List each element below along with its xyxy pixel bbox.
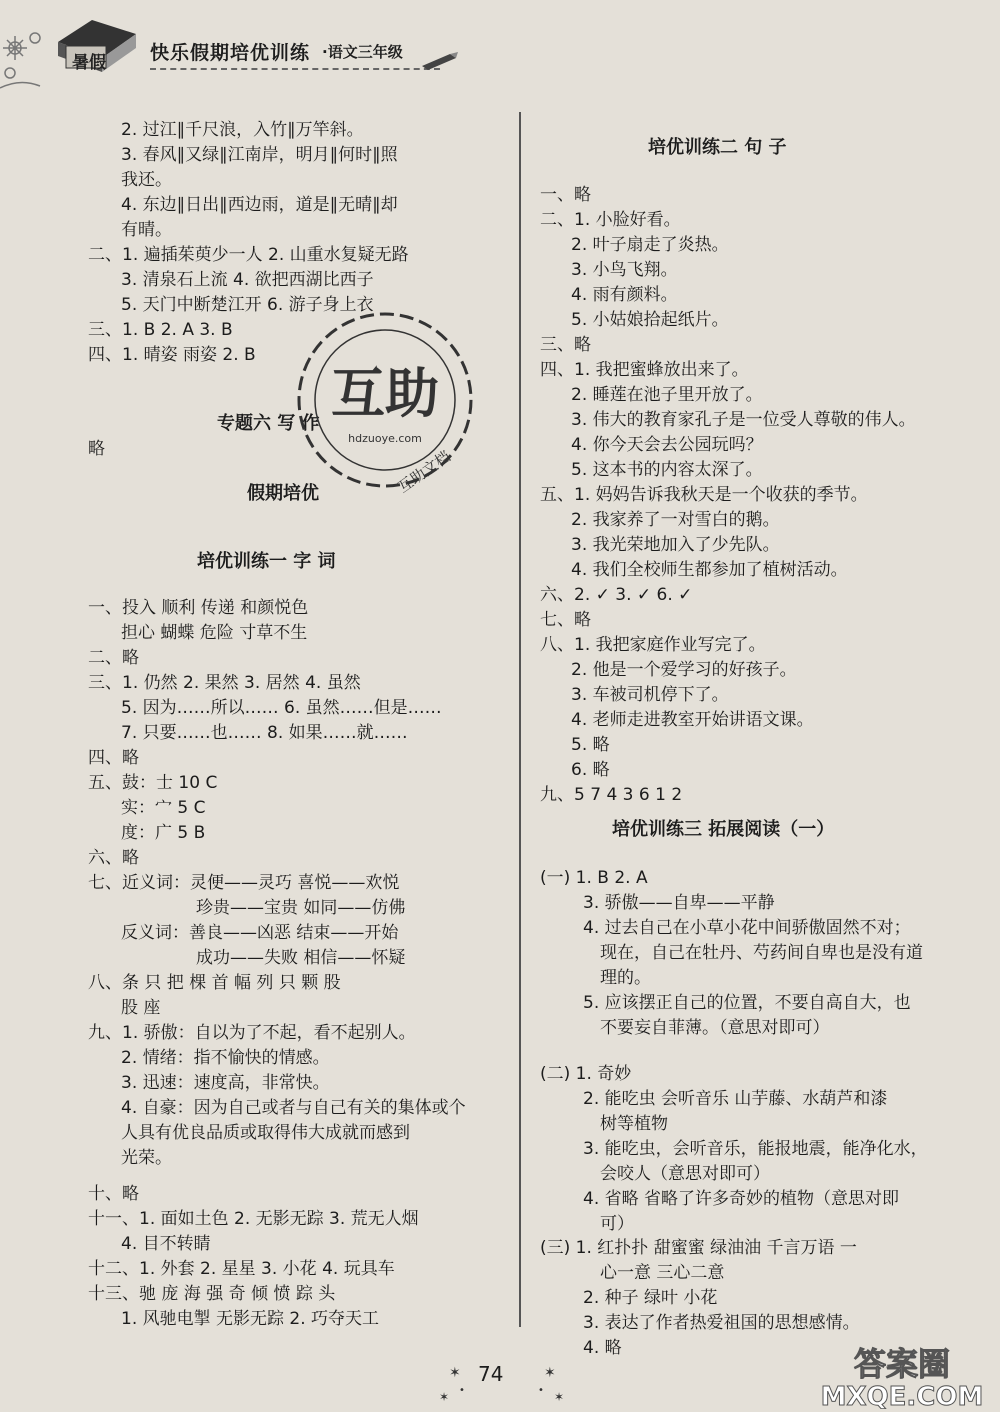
- answer-line: 3. 骄傲——自卑——平静: [583, 893, 775, 913]
- svg-text:✶: ✶: [449, 1365, 461, 1381]
- answer-line: 珍贵——宝贵 如同——仿佛: [196, 898, 406, 918]
- pencil-icon: [420, 52, 460, 70]
- stamp-url: hdzuoye.com: [348, 432, 422, 445]
- answer-line: 四、1. 我把蜜蜂放出来了。: [540, 360, 749, 380]
- answer-line: 八、条 只 把 棵 首 幅 列 只 颗 股: [88, 973, 341, 993]
- book-title: 快乐假期培优训练: [150, 42, 311, 64]
- answer-line: 现在，自己在牡丹、芍药间自卑也是没有道: [600, 943, 923, 963]
- answer-line: 九、1. 骄傲：自以为了不起，看不起别人。: [88, 1023, 416, 1043]
- watermark-top: 答案圈: [853, 1345, 951, 1383]
- answer-line: 7. 只要……也…… 8. 如果……就……: [121, 723, 408, 743]
- answer-line: 十、略: [88, 1184, 139, 1204]
- answer-line: 一、投入 顺利 传递 和颜悦色: [88, 598, 309, 618]
- answer-line: 光荣。: [121, 1148, 172, 1168]
- answer-line: (二) 1. 奇妙: [540, 1064, 632, 1084]
- subject-grade: ·语文三年级: [322, 43, 403, 61]
- answer-line: 我还。: [121, 170, 172, 190]
- section-heading: 培优训练二 句 子: [648, 137, 787, 158]
- answer-line: 5. 因为……所以…… 6. 虽然……但是……: [121, 698, 442, 718]
- answer-line: 3. 表达了作者热爱祖国的思想感情。: [583, 1313, 860, 1333]
- answer-line: 八、1. 我把家庭作业写完了。: [540, 635, 766, 655]
- answer-line: 实：宀 5 C: [121, 798, 206, 818]
- answer-line: 六、2. ✓ 3. ✓ 6. ✓: [540, 585, 693, 605]
- answer-line: 成功——失败 相信——怀疑: [196, 948, 406, 968]
- answer-line: 二、1. 遍插茱萸少一人 2. 山重水复疑无路: [88, 245, 409, 265]
- answer-line: 4. 目不转睛: [121, 1234, 211, 1254]
- page-header: [0, 0, 1000, 90]
- section-heading: 培优训练三 拓展阅读（一）: [612, 819, 835, 840]
- answer-line: 十三、驰 庞 海 强 奇 倾 愤 踪 头: [88, 1284, 336, 1304]
- answer-line: 4. 雨有颜料。: [571, 285, 678, 305]
- answer-line: (三) 1. 红扑扑 甜蜜蜜 绿油油 千言万语 一: [540, 1238, 857, 1258]
- answer-line: 四、略: [88, 748, 139, 768]
- answer-line: 五、鼓：士 10 C: [88, 773, 218, 793]
- answer-line: 有晴。: [121, 220, 172, 240]
- answer-line: 3. 能吃虫，会听音乐，能报地震，能净化水，: [583, 1139, 928, 1159]
- answer-line: 略: [88, 439, 105, 459]
- answer-line: 3. 迅速：速度高，非常快。: [121, 1073, 330, 1093]
- section-heading: 假期培优: [247, 483, 319, 504]
- answer-line: 4. 略: [583, 1338, 622, 1358]
- stamp-small-text: 互助文档: [394, 447, 454, 497]
- answer-line: 5. 略: [571, 735, 610, 755]
- answer-line: 七、略: [540, 610, 591, 630]
- column-divider: [519, 112, 521, 1327]
- answer-line: 四、1. 晴姿 雨姿 2. B: [88, 345, 256, 365]
- answer-line: 3. 春风∥又绿∥江南岸，明月∥何时∥照: [121, 145, 398, 165]
- answer-line: 股 座: [121, 998, 161, 1018]
- answer-line: 担心 蝴蝶 危险 寸草不生: [121, 623, 308, 643]
- answer-line: (一) 1. B 2. A: [540, 868, 648, 888]
- answer-line: 3. 车被司机停下了。: [571, 685, 729, 705]
- answer-line: 2. 他是一个爱学习的好孩子。: [571, 660, 797, 680]
- hudzuoye-stamp: [285, 300, 485, 500]
- svg-text:✶: ✶: [439, 1390, 450, 1404]
- answer-line: 一、略: [540, 185, 591, 205]
- answer-line: 5. 应该摆正自己的位置，不要自高自大，也: [583, 993, 911, 1013]
- answer-line: 6. 略: [571, 760, 610, 780]
- page-number: 74: [478, 1362, 504, 1386]
- answer-line: 3. 小鸟飞翔。: [571, 260, 678, 280]
- answer-line: 5. 这本书的内容太深了。: [571, 460, 763, 480]
- answer-line: 2. 睡莲在池子里开放了。: [571, 385, 763, 405]
- answer-line: 会咬人（意思对即可）: [600, 1164, 770, 1184]
- answer-line: 反义词：善良——凶恶 结束——开始: [121, 923, 399, 943]
- answer-line: 二、略: [88, 648, 139, 668]
- summer-badge: 暑假: [72, 53, 106, 73]
- answer-line: 2. 能吃虫 会听音乐 山芋藤、水葫芦和漆: [583, 1089, 888, 1109]
- section-heading: 培优训练一 字 词: [197, 551, 336, 572]
- answer-line: 2. 我家养了一对雪白的鹅。: [571, 510, 780, 530]
- answer-line: 十二、1. 外套 2. 星星 3. 小花 4. 玩具车: [88, 1259, 395, 1279]
- answer-line: 七、近义词：灵便——灵巧 喜悦——欢悦: [88, 873, 400, 893]
- answer-line: 三、1. B 2. A 3. B: [88, 320, 233, 340]
- answer-line: 三、1. 仍然 2. 果然 3. 居然 4. 虽然: [88, 673, 361, 693]
- watermark-logo: [810, 1345, 995, 1409]
- answer-line: 五、1. 妈妈告诉我秋天是一个收获的季节。: [540, 485, 868, 505]
- answer-line: 4. 你今天会去公园玩吗？: [571, 435, 763, 455]
- answer-line: 可）: [600, 1214, 634, 1234]
- answer-line: 4. 省略 省略了许多奇妙的植物（意思对即: [583, 1189, 900, 1209]
- svg-text:•: •: [459, 1385, 465, 1396]
- answer-line: 十一、1. 面如土色 2. 无影无踪 3. 荒无人烟: [88, 1209, 419, 1229]
- answer-line: 六、略: [88, 848, 139, 868]
- answer-line: 人具有优良品质或取得伟大成就而感到: [121, 1123, 410, 1143]
- stamp-big-text: 互助: [331, 362, 439, 425]
- answer-line: 2. 情绪：指不愉快的情感。: [121, 1048, 330, 1068]
- answer-line: 4. 东边∥日出∥西边雨，道是∥无晴∥却: [121, 195, 398, 215]
- answer-line: 4. 自豪：因为自己或者与自己有关的集体或个: [121, 1098, 466, 1118]
- answer-line: 4. 过去自己在小草小花中间骄傲固然不对；: [583, 918, 911, 938]
- svg-text:✶: ✶: [554, 1390, 565, 1404]
- answer-line: 二、1. 小脸好看。: [540, 210, 681, 230]
- answer-line: 2. 种子 绿叶 小花: [583, 1288, 718, 1308]
- answer-line: 3. 伟大的教育家孔子是一位受人尊敬的伟人。: [571, 410, 916, 430]
- answer-line: 2. 叶子扇走了炎热。: [571, 235, 729, 255]
- answer-line: 理的。: [600, 968, 651, 988]
- answer-line: 九、5 7 4 3 6 1 2: [540, 785, 683, 805]
- answer-line: 4. 我们全校师生都参加了植树活动。: [571, 560, 848, 580]
- answer-line: 4. 老师走进教室开始讲语文课。: [571, 710, 814, 730]
- answer-line: 心一意 三心二意: [600, 1263, 725, 1283]
- answer-line: 度：广 5 B: [121, 823, 206, 843]
- svg-text:✶: ✶: [544, 1365, 556, 1381]
- answer-line: 1. 风驰电掣 无影无踪 2. 巧夺天工: [121, 1309, 380, 1329]
- watermark-bottom: MXQE.COM: [820, 1382, 984, 1409]
- answer-line: 三、略: [540, 335, 591, 355]
- header-dashed-rule: [150, 68, 440, 70]
- answer-line: 不要妄自菲薄。（意思对即可）: [600, 1018, 830, 1038]
- answer-line: 树等植物: [600, 1114, 668, 1134]
- answer-line: 3. 清泉石上流 4. 欲把西湖比西子: [121, 270, 374, 290]
- section-heading: 专题六 写 作: [217, 413, 320, 434]
- svg-text:•: •: [538, 1385, 544, 1396]
- answer-line: 5. 天门中断楚江开 6. 游子身上衣: [121, 295, 374, 315]
- answer-line: 2. 过江∥千尺浪，入竹∥万竿斜。: [121, 120, 364, 140]
- answer-line: 3. 我光荣地加入了少先队。: [571, 535, 780, 555]
- star-decoration-icon: [530, 1355, 570, 1405]
- star-decoration-icon: [435, 1355, 475, 1405]
- answer-line: 5. 小姑娘拾起纸片。: [571, 310, 729, 330]
